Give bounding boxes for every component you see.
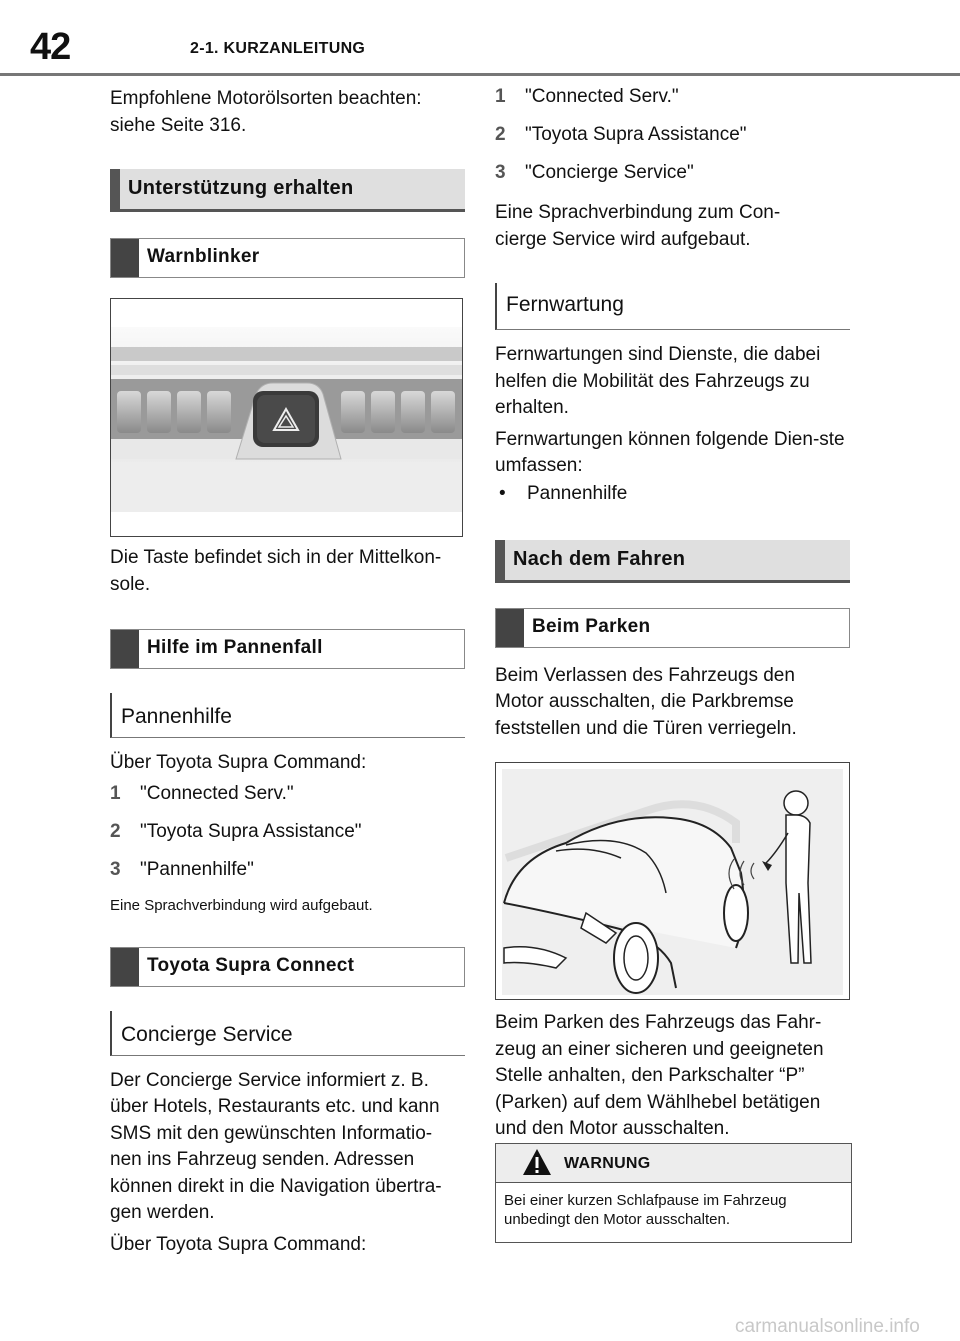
- step-list: [110, 783, 465, 885]
- subheading-label: Hilfe im Pannenfall: [147, 637, 323, 658]
- subheading-supra-connect: [110, 947, 465, 987]
- step-text: "Concierge Service": [525, 162, 694, 183]
- step-item: [495, 162, 850, 188]
- step-item: [110, 821, 465, 847]
- chapter-title: 2-1. KURZANLEITUNG: [190, 40, 366, 57]
- step-number: 3: [495, 162, 506, 183]
- parking-figure: [495, 762, 850, 1000]
- subheading-label: Toyota Supra Connect: [147, 954, 355, 976]
- step-list: [495, 86, 850, 188]
- warning-label: WARNUNG: [564, 1155, 651, 1172]
- step-item: [495, 124, 850, 150]
- subheading-hilfe: [110, 629, 465, 669]
- concierge-text: Der Concierge Service informiert z. B. über Hotels, Restaurants etc. und kann SMS mit den gewünschten Informatio-nen ins Fahrzeug senden. Adressen können direkt in die Navigation übertra-gen werden.: [110, 1069, 442, 1223]
- watermark: carmanualsonline.info: [735, 1316, 920, 1337]
- step-text: "Toyota Supra Assistance": [140, 820, 362, 842]
- step-number: 1: [495, 86, 506, 107]
- hazard-button-figure: [110, 298, 463, 537]
- left-column: [110, 86, 465, 1258]
- step-item: [495, 86, 850, 112]
- car-lock-illustration: [496, 763, 849, 999]
- page-number: 42: [30, 26, 71, 68]
- figure-caption: Die Taste befindet sich in der Mittelkon-sole.: [110, 547, 442, 595]
- fernwartung-list-intro: Fernwartungen können folgende Dien-ste umfassen:: [495, 428, 845, 476]
- warning-text: Bei einer kurzen Schlafpause im Fahrzeug unbedingt den Motor ausschalten.: [504, 1192, 787, 1228]
- step-text: "Pannenhilfe": [140, 858, 254, 880]
- note-text: Eine Sprachverbindung wird aufgebaut.: [110, 896, 373, 914]
- parken-text: Beim Parken des Fahrzeugs das Fahr-zeug an einer sicheren und geeigneten Stelle anhalten, den Parkschalter “P” (Parken) auf dem Wählhebel betätigen und den Motor ausschalten.: [495, 1012, 824, 1139]
- right-column: [495, 86, 850, 1143]
- subheading-label: Beim Parken: [532, 615, 651, 637]
- section-heading-nach-dem-fahren: [495, 540, 850, 583]
- section-heading-label: Nach dem Fahren: [513, 547, 686, 570]
- concierge-connect-text: Eine Sprachverbindung zum Con-cierge Service wird aufgebaut.: [495, 202, 781, 250]
- topic-label: Concierge Service: [121, 1022, 293, 1046]
- step-number: 2: [110, 820, 121, 842]
- bullet-item: [495, 481, 850, 507]
- topic-label: Pannenhilfe: [121, 705, 232, 728]
- warning-triangle-icon: [522, 1148, 552, 1176]
- step-text: "Toyota Supra Assistance": [525, 124, 747, 145]
- step-number: 1: [110, 782, 121, 804]
- step-item: [110, 859, 465, 885]
- subheading-label: Warnblinker: [147, 246, 260, 267]
- supra-command-text: Über Toyota Supra Command:: [110, 752, 367, 773]
- topic-fernwartung: [495, 283, 850, 330]
- verlassen-text: Beim Verlassen des Fahrzeugs den Motor ausschalten, die Parkbremse feststellen und die Türen verriegeln.: [495, 664, 797, 739]
- header-divider: [0, 73, 960, 76]
- bullet-text: Pannenhilfe: [527, 482, 628, 504]
- intro-text: Empfohlene Motorölsorten beachten: siehe Seite 316.: [110, 88, 422, 136]
- bullet-symbol: •: [499, 482, 506, 504]
- step-number: 2: [495, 124, 506, 145]
- subheading-warnblinker: [110, 238, 465, 278]
- warning-header: [496, 1144, 851, 1183]
- step-text: "Connected Serv.": [140, 782, 294, 804]
- section-heading-unterstuetzung: [110, 169, 465, 212]
- supra-command-text: Über Toyota Supra Command:: [110, 1233, 367, 1255]
- step-item: [110, 783, 465, 809]
- page-header: [0, 0, 960, 76]
- step-number: 3: [110, 858, 121, 880]
- section-heading-label: Unterstützung erhalten: [128, 177, 354, 199]
- fernwartung-text: Fernwartungen sind Dienste, die dabei helfen die Mobilität des Fahrzeugs zu erhalten.: [495, 344, 821, 418]
- warning-box: [495, 1143, 852, 1243]
- step-text: "Connected Serv.": [525, 86, 679, 107]
- topic-pannenhilfe: [110, 693, 465, 738]
- hazard-button-illustration: [111, 299, 462, 536]
- subheading-beim-parken: [495, 608, 850, 648]
- topic-concierge: [110, 1011, 465, 1056]
- topic-label: Fernwartung: [506, 293, 624, 316]
